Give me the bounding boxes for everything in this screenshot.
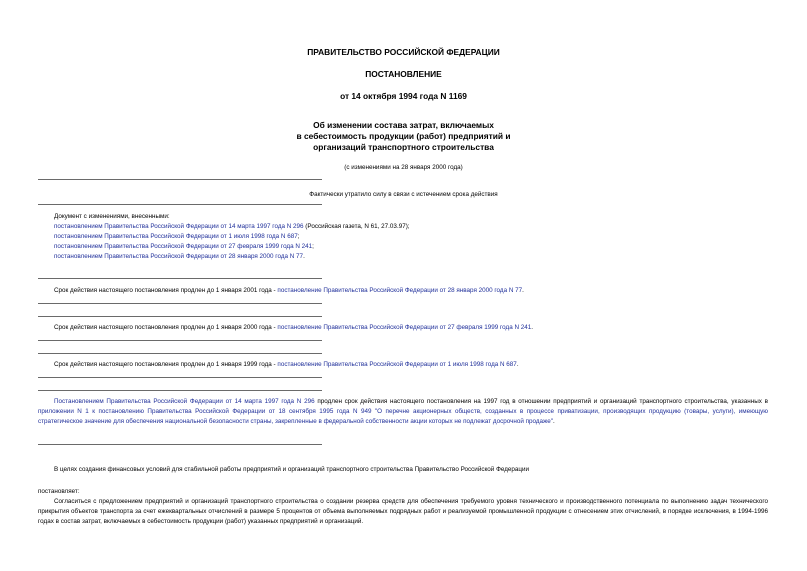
amendment-item: постановлением Правительства Российской Федерации от 27 февраля 1999 года N 241; [54, 243, 314, 250]
resolves-word: постановляет: [38, 488, 80, 495]
extension-note: Срок действия настоящего постановления продлен до 1 января 2000 года - постановление Правительства Российской Федерации от 27 февраля 1999 года N 241. [54, 324, 533, 331]
amendments-block [54, 212, 410, 262]
preamble: В целях создания финансовых условий для стабильной работы предприятий и организаций транспортного строительства Правительство Российской Федерации [54, 466, 530, 473]
title-line-3: организаций транспортного строительства [313, 142, 494, 152]
document-date: от 14 октября 1994 года N 1169 [340, 91, 467, 101]
extension-link[interactable]: постановление Правительства Российской Федерации от 28 января 2000 года N 77 [277, 287, 523, 294]
separator-rule [38, 353, 322, 354]
separator-rule [38, 204, 322, 205]
extension-link[interactable]: постановление Правительства Российской Федерации от 27 февраля 1999 года N 241 [277, 324, 532, 331]
extension-note: Срок действия настоящего постановления продлен до 1 января 2001 года - постановление Правительства Российской Федерации от 28 января 2000 года N 77. [54, 287, 524, 294]
separator-rule [38, 278, 322, 279]
note-link[interactable]: Постановлением Правительства Российской Федерации от 14 марта 1997 года N 296 [54, 398, 315, 405]
amendment-item: постановлением Правительства Российской Федерации от 14 марта 1997 года N 296 (Российская газета, N 61, 27.03.97); [54, 223, 410, 230]
status-note: Фактически утратило силу в связи с истечением срока действия [309, 191, 498, 198]
separator-rule [38, 303, 322, 304]
title-line-2: в себестоимость продукции (работ) предприятий и [296, 131, 511, 141]
amendment-item: постановлением Правительства Российской Федерации от 1 июля 1998 года N 687; [54, 233, 300, 240]
separator-rule [38, 179, 322, 180]
amendment-link[interactable]: постановлением Правительства Российской Федерации от 27 февраля 1999 года N 241 [54, 243, 313, 250]
amendment-link[interactable]: постановлением Правительства Российской Федерации от 14 марта 1997 года N 296 [54, 223, 304, 230]
edition-note: (с изменениями на 28 января 2000 года) [344, 164, 463, 171]
separator-rule [38, 444, 322, 445]
amendment-link[interactable]: постановлением Правительства Российской Федерации от 1 июля 1998 года N 687 [54, 233, 298, 240]
resolution-paragraph: Согласиться с предложением предприятий и организаций транспортного строительства о создании резерва средств для обеспечения требуемого уровня технического и производственного потенциала по выполнению задач технического прикрытия объектов транспорта за счет ежеквартальных отчислений в размере 5 процентов от объема выполняемых подрядных работ и реализуемой промышленной продукции с отнесением этих отчислений, в порядке исключения, в 1994-1996 годах в состав затрат, включаемых в себестоимость продукции (работ) указанных предприятий и организаций. [38, 498, 768, 526]
separator-rule [38, 390, 322, 391]
document-type: ПОСТАНОВЛЕНИЕ [365, 69, 442, 79]
amendments-heading: Документ с изменениями, внесенными: [54, 213, 170, 220]
extension-note: Срок действия настоящего постановления продлен до 1 января 1999 года - постановление Правительства Российской Федерации от 1 июля 1998 года N 687. [54, 361, 519, 368]
separator-rule [38, 316, 322, 317]
amendment-item: постановлением Правительства Российской Федерации от 28 января 2000 года N 77. [54, 253, 305, 260]
document-title [0, 120, 807, 153]
amendment-link[interactable]: постановлением Правительства Российской Федерации от 28 января 2000 года N 77 [54, 253, 304, 260]
note-1997: Постановлением Правительства Российской Федерации от 14 марта 1997 года N 296 продлен срок действия настоящего постановления на 1997 год в отношении предприятий и организаций транспортного строительства, указанных в приложении N 1 к постановлению Правительства Российской Федерации от 18 сентября 1995 года N 949 "О перечне акционерных обществ, созданных в процессе приватизации, производящих продукцию (товары, услуги), имеющую стратегическое значение для обеспечения национальной безопасности страны, закрепленные в федеральной собственности акции которых не подлежат досрочной продаже". [38, 398, 768, 426]
extension-link[interactable]: постановление Правительства Российской Федерации от 1 июля 1998 года N 687 [277, 361, 517, 368]
government-heading: ПРАВИТЕЛЬСТВО РОССИЙСКОЙ ФЕДЕРАЦИИ [307, 47, 500, 57]
separator-rule [38, 377, 322, 378]
separator-rule [38, 340, 322, 341]
title-line-1: Об изменении состава затрат, включаемых [313, 120, 494, 130]
note-link[interactable]: приложении N 1 к постановлению Правительства Российской Федерации от 18 сентября 1995 года N 949 "О перечне акционерных обществ, созданных в процессе приватизации, производящих продукцию (товары, услуги), имеющую стратегическое значение для обеспечения национальной безопасности страны, закрепленные в федеральной собственности акции которых не подлежат досрочной продаже" [38, 408, 768, 426]
